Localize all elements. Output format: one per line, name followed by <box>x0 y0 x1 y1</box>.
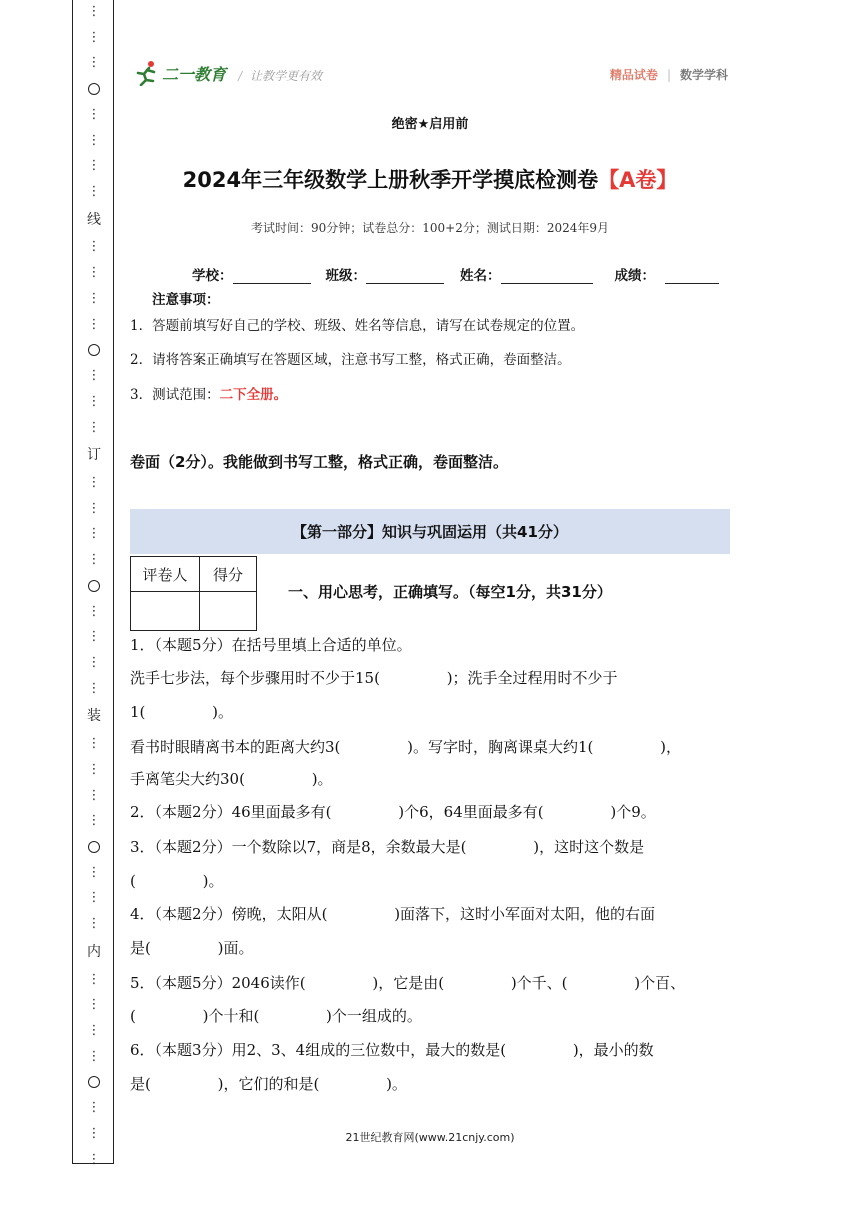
score-header: 得分 <box>200 557 257 592</box>
binding-dots: ⋮ <box>87 184 101 200</box>
binding-dots: ⋮ <box>87 813 101 829</box>
question-line: 6．（本题3分）用2、3、4组成的三位数中，最大的数是( )，最小的数 <box>130 1041 654 1059</box>
question-line: 2．（本题2分）46里面最多有( )个6，64里面最多有( )个9。 <box>130 803 656 821</box>
page-footer: 21世纪教育网(www.21cnjy.com) <box>345 1131 515 1144</box>
student-fields <box>192 264 719 284</box>
field-name[interactable] <box>460 264 593 284</box>
question-line: 洗手七步法，每个步骤用时不少于15( )；洗手全过程用时不少于 <box>130 669 618 687</box>
notice-item: 2．请将答案正确填写在答题区域，注意书写工整，格式正确，卷面整洁。 <box>130 352 571 368</box>
question-line: ( )。 <box>130 872 224 890</box>
binding-dots: ⋮ <box>87 419 101 435</box>
field-class-label: 班级： <box>325 268 366 284</box>
tag-divider: | <box>666 67 671 82</box>
binding-word: 内 <box>87 943 101 960</box>
grader-cell[interactable] <box>131 592 200 631</box>
logo <box>134 60 226 86</box>
binding-dots: ⋮ <box>87 526 101 542</box>
question-line: 手离笔尖大约30( )。 <box>130 770 333 788</box>
binding-dots: ⋮ <box>87 316 101 332</box>
binding-dots: ⋮ <box>87 1023 101 1039</box>
part-title: 【第一部分】知识与巩固运用（共41分） <box>292 523 568 541</box>
binding-dots: ⋮ <box>87 552 101 568</box>
binding-dots: ⋮ <box>87 787 101 803</box>
binding-word: 订 <box>87 447 101 464</box>
score-cell[interactable] <box>200 592 257 631</box>
tag-quality: 精品试卷 <box>609 68 658 82</box>
binding-circle <box>88 344 100 356</box>
binding-dots: ⋮ <box>87 29 101 45</box>
binding-dots: ⋮ <box>87 474 101 490</box>
field-name-label: 姓名： <box>460 268 501 284</box>
slogan-text: 让教学更有效 <box>250 69 323 83</box>
binding-dots: ⋮ <box>87 500 101 516</box>
binding-dots: ⋮ <box>87 680 101 696</box>
section-title: 一、用心思考，正确填写。（每空1分，共31分） <box>288 583 612 601</box>
binding-dots: ⋮ <box>87 603 101 619</box>
binding-dots: ⋮ <box>87 629 101 645</box>
binding-dots: ⋮ <box>87 368 101 384</box>
binding-dots: ⋮ <box>87 1151 101 1167</box>
field-school-blank[interactable] <box>233 267 311 284</box>
question-line: 1．（本题5分）在括号里填上合适的单位。 <box>130 636 412 654</box>
field-score-blank[interactable] <box>665 267 719 284</box>
binding-dots: ⋮ <box>87 1100 101 1116</box>
binding-dots: ⋮ <box>87 761 101 777</box>
binding-dots: ⋮ <box>87 1048 101 1064</box>
slogan: / 让教学更有效 <box>238 69 323 83</box>
runner-logo-icon <box>134 60 160 86</box>
binding-circle <box>88 83 100 95</box>
notice-item <box>130 383 287 403</box>
grader-header: 评卷人 <box>131 557 200 592</box>
notice3-range: 二下全册。 <box>219 387 288 403</box>
question-line: 4．（本题2分）傍晚，太阳从( )面落下，这时小军面对太阳，他的右面 <box>130 905 656 923</box>
binding-dots: ⋮ <box>87 265 101 281</box>
title-tag: 【A卷】 <box>598 168 678 192</box>
question-line: 5．（本题5分）2046读作( )，它是由( )个千、( )个百、 <box>130 974 686 992</box>
exam-meta: 考试时间：90分钟；试卷总分：100+2分；测试日期：2024年9月 <box>250 221 610 235</box>
binding-dots: ⋮ <box>87 158 101 174</box>
score-table <box>130 556 257 631</box>
field-name-blank[interactable] <box>501 267 593 284</box>
question-line: ( )个十和( )个一组成的。 <box>130 1007 422 1025</box>
binding-dots: ⋮ <box>87 890 101 906</box>
page-header <box>130 58 730 90</box>
notice-item: 1．答题前填写好自己的学校、班级、姓名等信息，请写在试卷规定的位置。 <box>130 318 585 334</box>
binding-dots: ⋮ <box>87 997 101 1013</box>
question-line: 1( )。 <box>130 703 234 721</box>
question-line: 看书时眼睛离书本的距离大约3( )。写字时，胸离课桌大约1( )， <box>130 738 682 756</box>
field-class[interactable] <box>326 264 445 284</box>
header-tags <box>610 66 728 83</box>
binding-word: 装 <box>87 708 101 725</box>
binding-dots: ⋮ <box>87 239 101 255</box>
notice-heading: 注意事项： <box>152 292 220 308</box>
binding-dots: ⋮ <box>87 290 101 306</box>
question-line: 是( )面。 <box>130 939 254 957</box>
page-title <box>0 164 860 194</box>
field-school-label: 学校： <box>192 268 233 284</box>
field-score[interactable] <box>615 264 720 284</box>
binding-dots: ⋮ <box>87 971 101 987</box>
logo-name: 二一教育 <box>162 64 227 84</box>
part-heading <box>130 509 730 554</box>
title-main: 2024年三年级数学上册秋季开学摸底检测卷 <box>182 168 599 192</box>
binding-dots: ⋮ <box>87 4 101 19</box>
binding-dots: ⋮ <box>87 864 101 880</box>
question-line: 是( )，它们的和是( )。 <box>130 1075 407 1093</box>
field-school[interactable] <box>192 264 311 284</box>
question-line: 3．（本题2分）一个数除以7，商是8，余数最大是( )，这时这个数是 <box>130 838 645 856</box>
notice3-prefix: 3．测试范围： <box>130 387 220 403</box>
neatness-note: 卷面（2分）。我能做到书写工整，格式正确，卷面整洁。 <box>130 453 508 471</box>
binding-dots: ⋮ <box>87 132 101 148</box>
binding-circle <box>88 841 100 853</box>
field-score-label: 成绩： <box>614 268 655 284</box>
tag-subject: 数学学科 <box>679 68 728 82</box>
secret-label: 绝密★启用前 <box>391 117 469 132</box>
binding-dots: ⋮ <box>87 1125 101 1141</box>
binding-word: 线 <box>87 211 101 228</box>
binding-dots: ⋮ <box>87 393 101 409</box>
binding-circle <box>88 1076 100 1088</box>
binding-dots: ⋮ <box>87 916 101 932</box>
binding-dots: ⋮ <box>87 55 101 71</box>
binding-dots: ⋮ <box>87 106 101 122</box>
binding-circle <box>88 580 100 592</box>
field-class-blank[interactable] <box>366 267 444 284</box>
binding-dots: ⋮ <box>87 736 101 752</box>
binding-dots: ⋮ <box>87 654 101 670</box>
